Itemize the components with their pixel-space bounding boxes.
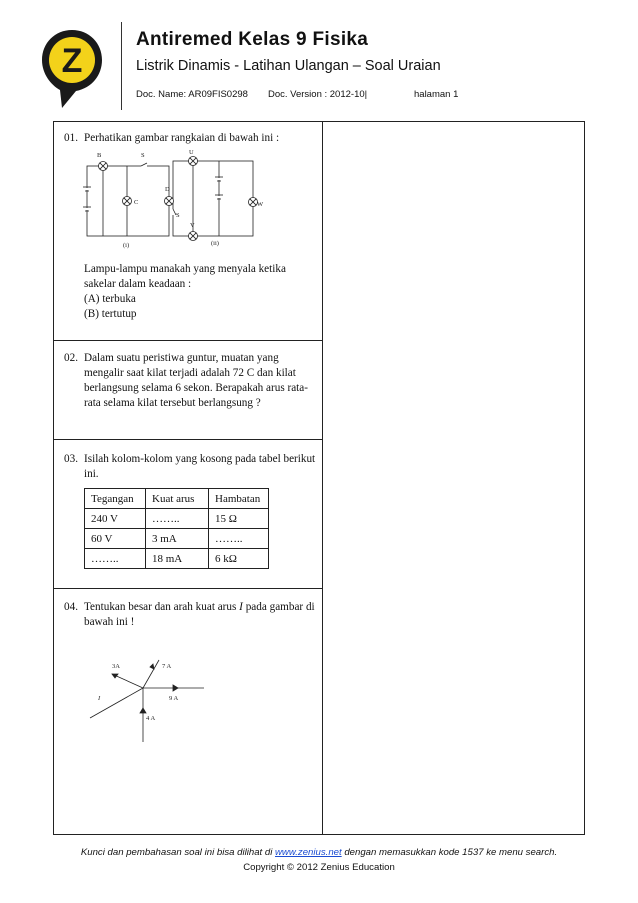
table-cell: …….. (209, 529, 269, 549)
separator-1 (54, 340, 322, 341)
arrow-7a-icon (150, 664, 154, 669)
question-number: 01. (64, 132, 78, 144)
label-w: W (257, 201, 264, 208)
footer-note (0, 847, 638, 858)
footer-post: dengan memasukkan kode 1537 ke menu search. (341, 847, 558, 858)
label-s1: S (141, 152, 145, 159)
page-number: halaman 1 (414, 89, 459, 100)
caption-i: (i) (123, 242, 130, 249)
label-i: I (98, 695, 101, 702)
table-cell: 18 mA (146, 549, 209, 569)
label-s2: S (176, 212, 180, 219)
q4-variable: I (239, 601, 243, 613)
table-header-row (85, 489, 269, 509)
label-v: V (190, 222, 195, 229)
doc-version: Doc. Version : 2012-10| (268, 89, 368, 100)
option-a: (A) terbuka (84, 293, 136, 305)
label-b: B (97, 152, 102, 159)
question-prompt: Perhatikan gambar rangkaian di bawah ini : (84, 132, 280, 144)
page-title: Antiremed Kelas 9 Fisika (136, 29, 369, 50)
table-cell: 240 V (85, 509, 146, 529)
table-cell: 60 V (85, 529, 146, 549)
question-number: 02. (64, 352, 78, 364)
label-9a: 9 A (169, 695, 179, 702)
question-number: 03. (64, 453, 78, 465)
voltage-current-table (84, 488, 269, 569)
separator-2 (54, 439, 322, 440)
label-c: C (134, 199, 139, 206)
question-sheet (53, 121, 585, 835)
question-body (84, 600, 316, 630)
current-junction-diagram (82, 652, 212, 747)
question-body: Lampu-lampu manakah yang menyala ketika sakelar dalam keadaan : (84, 263, 286, 290)
lamp-d-icon (165, 197, 174, 206)
question-1 (64, 131, 316, 146)
table-cell: 6 kΩ (209, 549, 269, 569)
table-row (85, 549, 269, 569)
label-3a: 3A (112, 663, 120, 670)
question-2 (64, 351, 316, 411)
label-u: U (189, 149, 194, 156)
lamp-c-icon (123, 197, 132, 206)
header-divider (121, 22, 122, 110)
zenius-link[interactable]: www.zenius.net (275, 847, 342, 858)
table-row (85, 509, 269, 529)
table-header: Kuat arus (146, 489, 209, 509)
question-4 (64, 600, 316, 630)
circuit-diagram (79, 149, 269, 254)
option-b: (B) tertutup (84, 308, 137, 320)
page-subtitle: Listrik Dinamis - Latihan Ulangan – Soal Uraian (136, 58, 441, 74)
separator-3 (54, 588, 322, 589)
branch-i (90, 688, 143, 718)
zenius-logo-icon (40, 28, 104, 110)
table-header: Hambatan (209, 489, 269, 509)
lamp-v-icon (189, 232, 198, 241)
question-1-text (64, 262, 316, 322)
copyright: Copyright © 2012 Zenius Education (243, 862, 395, 873)
caption-ii: (ii) (211, 240, 219, 247)
table-row (85, 529, 269, 549)
branch-7a (143, 660, 159, 688)
arrow-4a-icon (140, 708, 146, 713)
label-d: D (165, 186, 170, 193)
question-3 (64, 452, 316, 482)
label-4a: 4 A (146, 715, 156, 722)
question-body: Dalam suatu peristiwa guntur, muatan yang mengalir saat kilat terjadi adalah 72 C dan kilat berlangsung selama 6 sekon. Berapakah arus rata-rata selama kilat tersebut berlangsung ? (84, 352, 308, 409)
question-number: 04. (64, 601, 78, 613)
arrow-9a-icon (173, 685, 178, 691)
label-7a: 7 A (162, 663, 172, 670)
table-cell: …….. (146, 509, 209, 529)
table-cell: 3 mA (146, 529, 209, 549)
lamp-b-icon (99, 162, 108, 171)
logo-letter: Z (61, 42, 83, 80)
doc-name: Doc. Name: AR09FIS0298 (136, 89, 248, 100)
table-header: Tegangan (85, 489, 146, 509)
q4-text-after: pada gambar di bawah ini ! (84, 601, 315, 628)
footer-pre: Kunci dan pembahasan soal ini bisa dilihat di (80, 847, 275, 858)
q4-text-before: Tentukan besar dan arah kuat arus (84, 601, 240, 613)
answer-column-divider (322, 122, 323, 834)
question-body: Isilah kolom-kolom yang kosong pada tabel berikut ini. (84, 453, 316, 480)
lamp-u-icon (189, 157, 198, 166)
table-cell: …….. (85, 549, 146, 569)
table-cell: 15 Ω (209, 509, 269, 529)
